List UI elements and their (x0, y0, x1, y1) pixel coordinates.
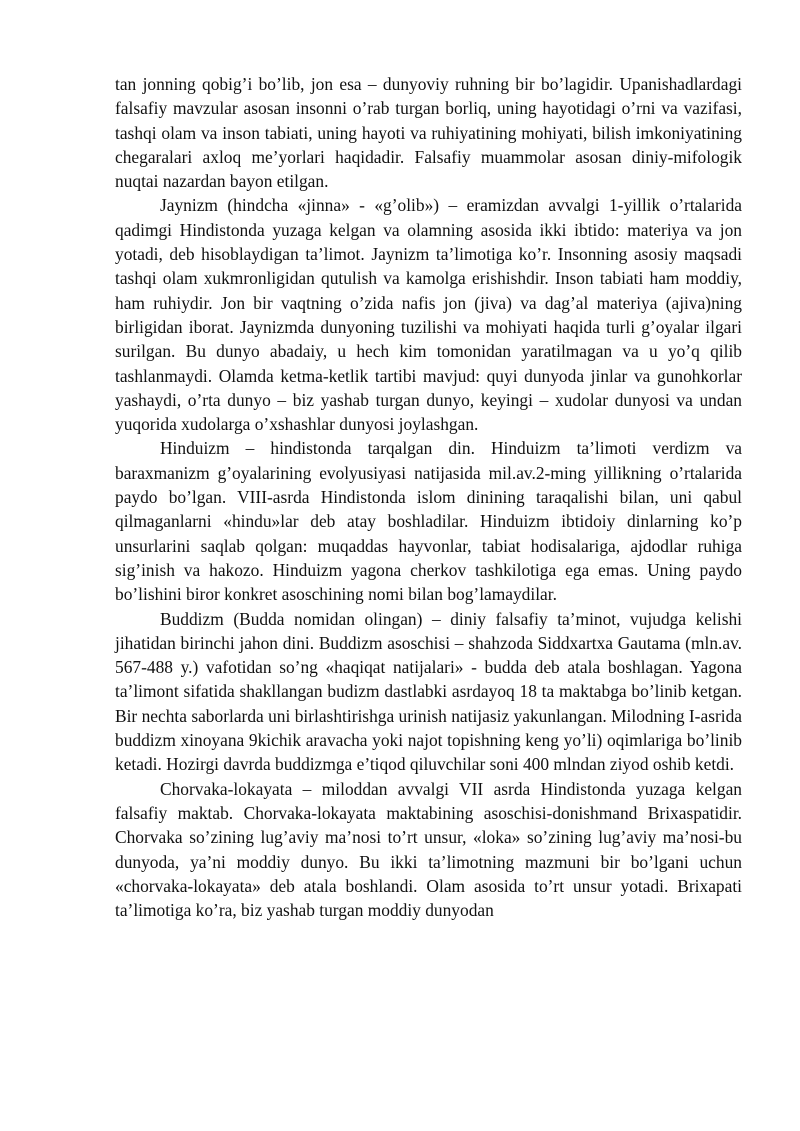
paragraph-continuation-upanishads: tan jonning qobig’i bo’lib, jon esa – dunyoviy ruhning bir bo’lagidir. Upanishadlardagi falsafiy mavzular asosan insonni o’rab turgan borliq, uning hayotidagi o’rni va vazifasi, tashqi olam va inson tabiati, uning hayoti va ruhiyatining mohiyati, bilish imkoniyatining chegaralari axloq me’yorlari haqidadir. Falsafiy muammolar asosan diniy-mifologik nuqtai nazardan bayon etilgan. (115, 74, 742, 192)
paragraph-jainism: Jaynizm (hindcha «jinna» - «g’olib») – eramizdan avvalgi 1-yillik o’rtalarida qadimgi Hindistonda yuzaga kelgan va olamning asosida ikki ibtido: materiya va jon yotadi, deb hisoblaydigan ta’limot. Jaynizm ta’limotiga ko’r. Insonning asosiy maqsadi tashqi olam xukmronligidan qutulish va kamolga erishishdir. Inson tabiati ham moddiy, ham ruhiydir. Jon bir vaqtning o’zida nafis jon (jiva) va dag’al materiya (ajiva)ning birligidan iborat. Jaynizmda dunyoning tuzilishi va mohiyati haqida turli g’oyalar ilgari surilgan. Bu dunyo abadaiy, u hech kim tomonidan yaratilmagan va u yo’q qilib tashlanmaydi. Olamda ketma-ketlik tartibi mavjud: quyi dunyoda jinlar va gunohkorlar yashaydi, o’rta dunyo – biz yashab turgan dunyo, keyingi – xudolar dunyosi va undan yuqorida xudolarga o’xshashlar dunyosi joylashgan. (115, 195, 742, 435)
paragraph-hinduism: Hinduizm – hindistonda tarqalgan din. Hinduizm ta’limoti verdizm va baraxmanizm g’oyalarining evolyusiyasi natijasida mil.av.2-ming yillikning o’rtalarida paydo bo’lgan. VIII-asrda Hindistonda islom dinining taraqalishi bilan, uni qabul qilmaganlarni «hindu»lar deb atay boshladilar. Hinduizm ibtidoiy dinlarning ko’p unsurlarini saqlab qolgan: muqaddas hayvonlar, tabiat hodisalariga, ajdodlar ruhiga sig’inish va hakozo. Hinduizm yagona cherkov tashkilotiga ega emas. Uning paydo bo’lishini biror konkret asoschining nomi bilan bog’lamaydilar. (115, 438, 742, 605)
paragraph-buddhism: Buddizm (Budda nomidan olingan) – diniy falsafiy ta’minot, vujudga kelishi jihatidan birinchi jahon dini. Buddizm asoschisi – shahzoda Siddxartxa Gautama (mln.av. 567-488 y.) vafotidan so’ng «haqiqat natijalari» - budda deb atala boshlagan. Yagona ta’limont sifatida shakllangan budizm dastlabki asrdayoq 18 ta maktabga bo’linib ketgan. Bir nechta saborlarda uni birlashtirishga urinish natijasiz yakunlangan. Milodning I-asrida buddizm xinoyana 9kichik aravacha yoki najot topishning keng yo’li) oqimlariga bo’linib ketadi. Hozirgi davrda buddizmga e’tiqod qiluvchilar soni 400 mlndan ziyod oshib ketdi. (115, 608, 742, 775)
paragraph-charvaka-lokayata: Chorvaka-lokayata – miloddan avvalgi VII asrda Hindistonda yuzaga kelgan falsafiy maktab. Chorvaka-lokayata maktabining asoschisi-donishmand Brixaspatidir. Chorvaka so’zining lug’aviy ma’nosi to’rt unsur, «loka» so’zining lug’aviy ma’nosi-bu dunyoda, ya’ni moddiy dunyo. Bu ikki ta’limotning mazmuni bir bo’lgani uchun «chorvaka-lokayata» deb atala boshlandi. Olam asosida to’rt unsur yotadi. Brixapati ta’limotiga ko’ra, biz yashab turgan moddiy dunyodan (115, 778, 742, 921)
